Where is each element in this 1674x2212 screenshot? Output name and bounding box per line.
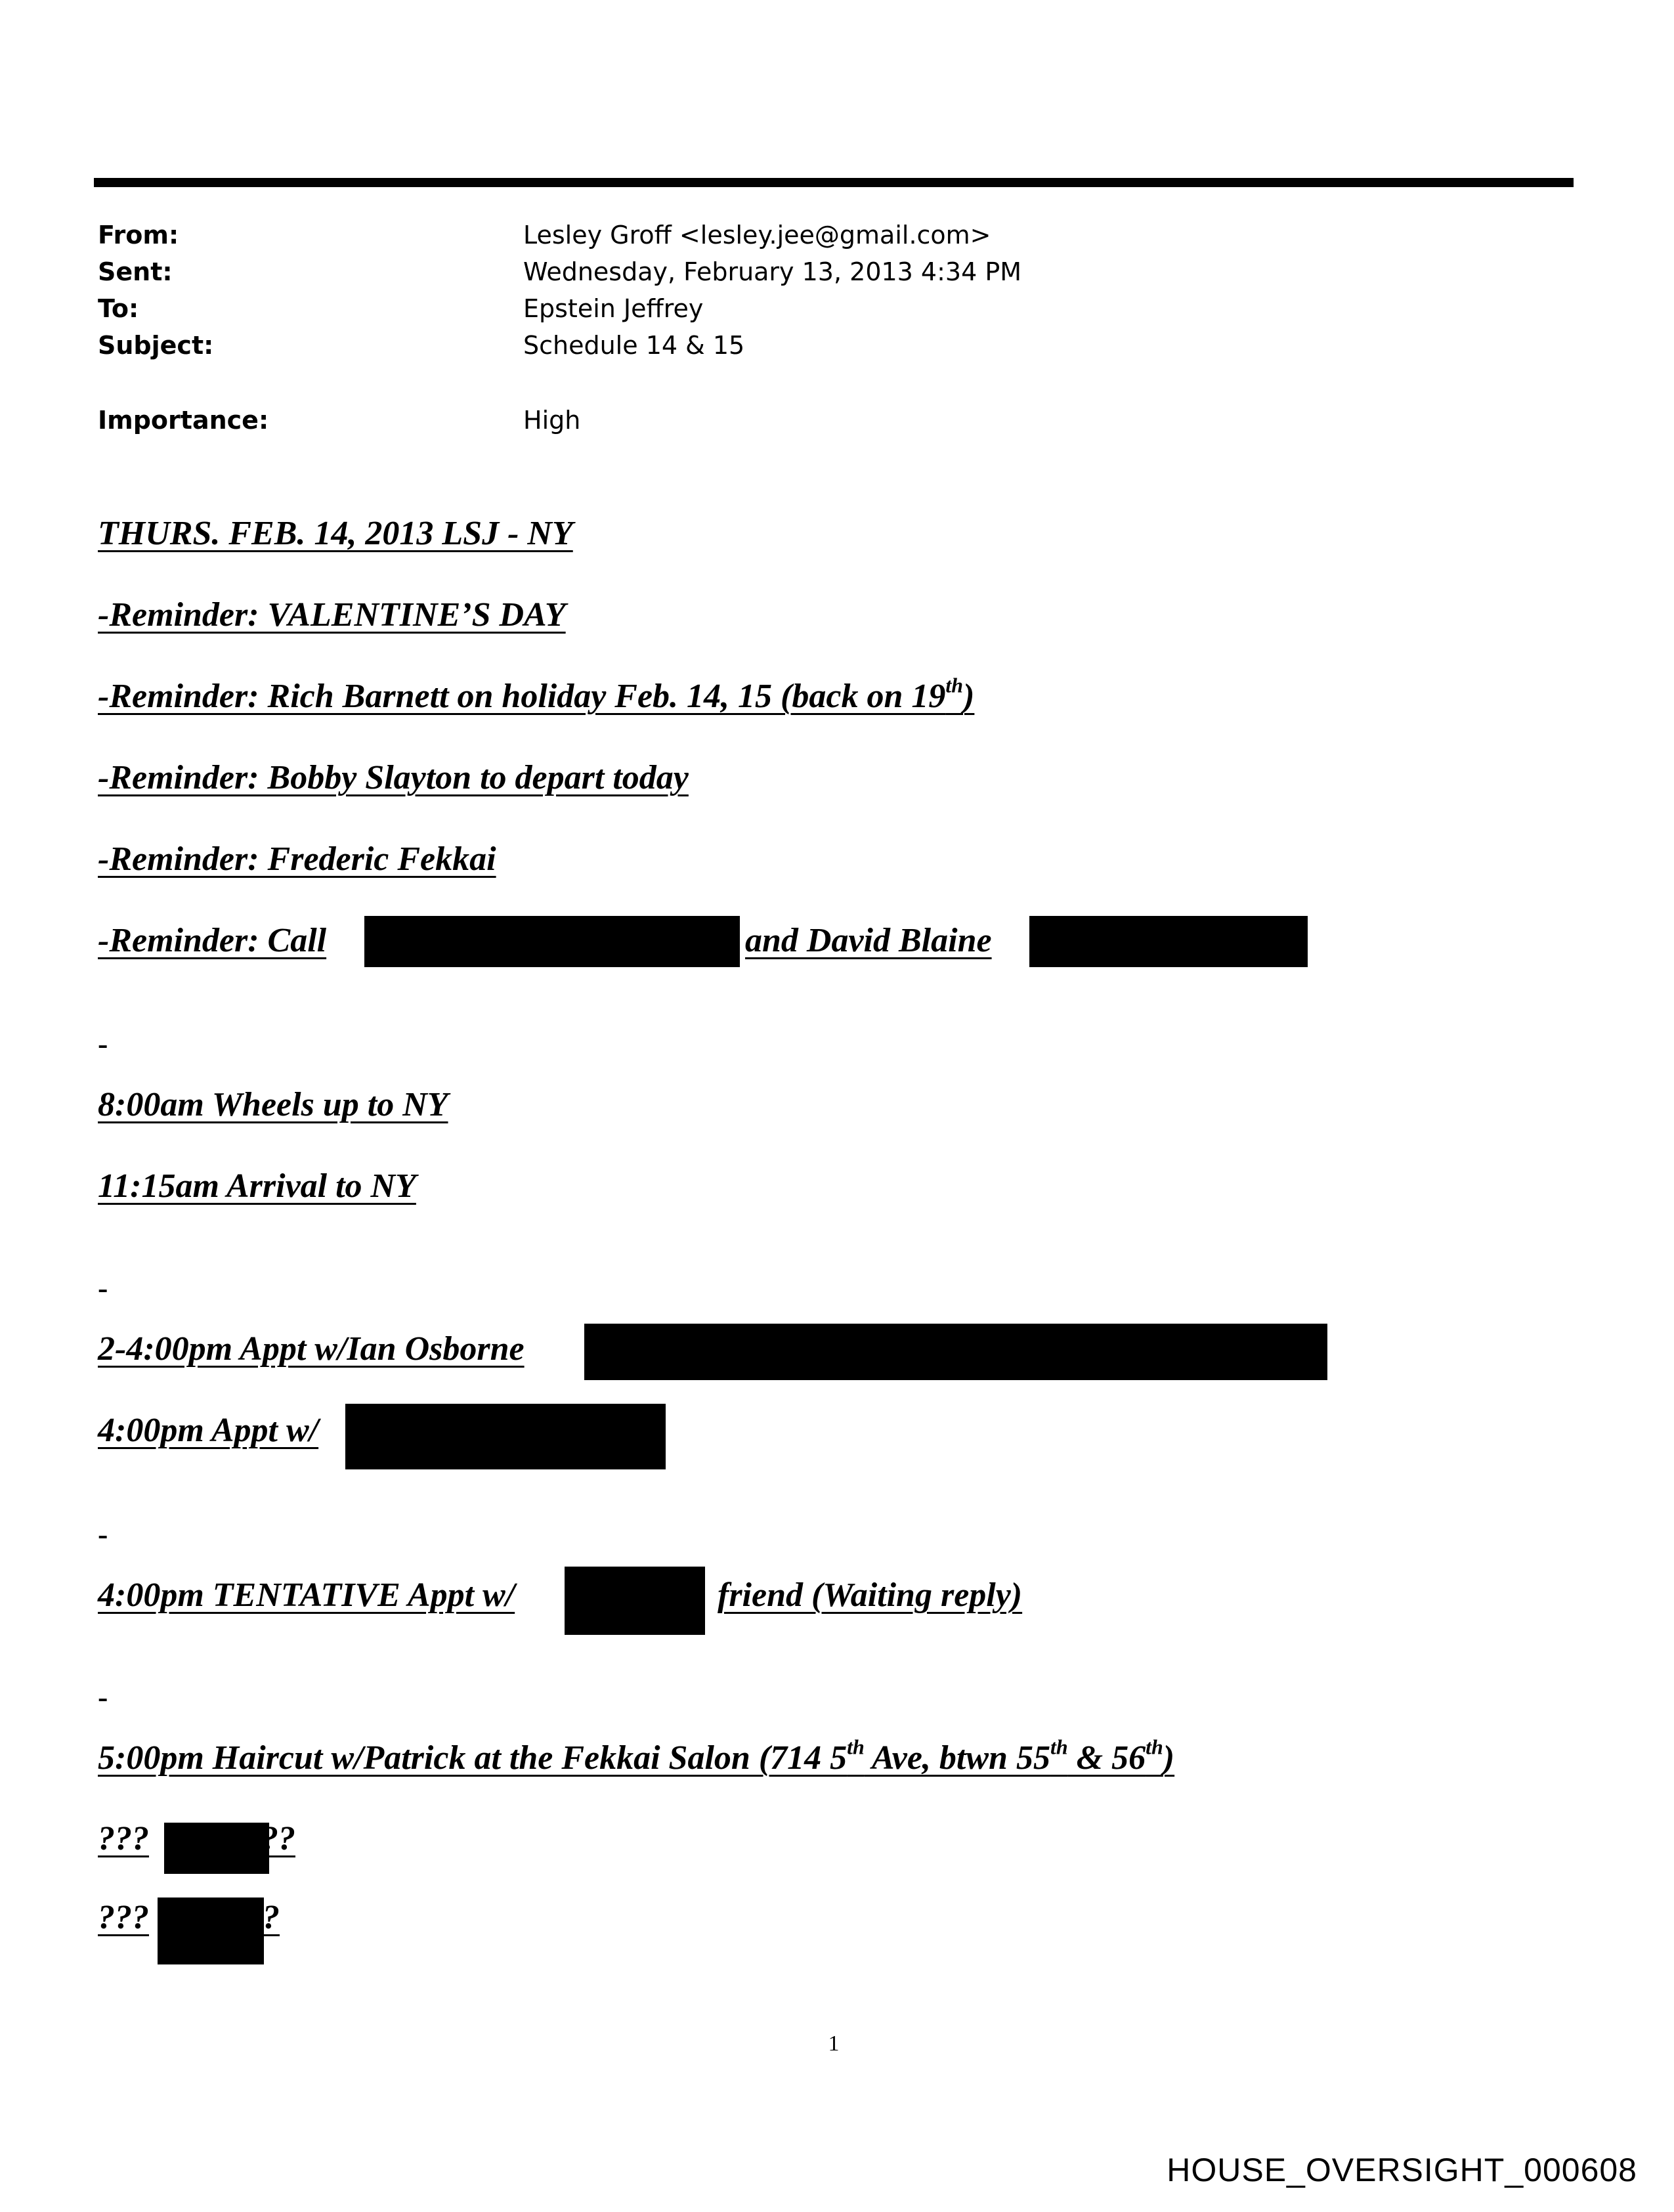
reminder-barnett: -Reminder: Rich Barnett on holiday Feb. 14, 15 (back on 19th) [98,673,975,715]
tentative-appt-part1: 4:00pm TENTATIVE Appt w/ [98,1576,515,1614]
redaction-block [364,916,740,967]
header-subject-row [98,327,1542,364]
reminder-call-part1: -Reminder: Call [98,922,327,959]
sent-value: Wednesday, February 13, 2013 4:34 PM [523,257,1022,286]
header-sent-row [98,253,1542,290]
subject-label: Subject: [98,331,214,360]
redaction-block [1029,916,1308,967]
redaction-block [164,1823,269,1874]
appt-4pm-line: 4:00pm Appt w/ [98,1412,319,1449]
redaction-block [158,1898,264,1964]
question-line-2-part2: ? [263,1899,280,1936]
arrival-line: 11:15am Arrival to NY [98,1167,416,1205]
from-label: From: [98,221,179,249]
from-value: Lesley Groff <lesley.jee@gmail.com> [523,221,991,249]
tentative-appt-part2: friend (Waiting reply) [718,1576,1023,1614]
schedule-title: THURS. FEB. 14, 2013 LSJ - NY [98,515,573,552]
header-from-row [98,217,1542,253]
separator-dash: - [98,1027,108,1060]
separator-dash: - [98,1680,108,1714]
haircut-line: 5:00pm Haircut w/Patrick at the Fekkai Salon (714 5th Ave, btwn 55th & 56th) [98,1735,1175,1777]
header-importance-row [98,402,1542,439]
reminder-fekkai: -Reminder: Frederic Fekkai [98,840,496,878]
question-line-1-part1: ??? [98,1820,149,1857]
redaction-block [584,1324,1327,1380]
reminder-slayton: -Reminder: Bobby Slayton to depart today [98,759,689,796]
question-line-2-part1: ??? [98,1899,149,1936]
subject-value: Schedule 14 & 15 [523,331,745,360]
sent-label: Sent: [98,257,173,286]
separator-dash: - [98,1271,108,1305]
redaction-block [345,1404,666,1469]
question-line-1-part2: ?? [261,1820,295,1857]
importance-label: Importance: [98,406,269,435]
appt-ian-line: 2-4:00pm Appt w/Ian Osborne [98,1330,525,1368]
redaction-block [565,1567,705,1635]
header-rule [94,178,1574,187]
reminder-valentines: -Reminder: VALENTINE’S DAY [98,596,566,634]
reminder-call-part2: and David Blaine [745,922,992,959]
bates-number: HOUSE_OVERSIGHT_000608 [1167,2152,1637,2188]
header-to-row [98,290,1542,327]
separator-dash: - [98,1517,108,1551]
to-label: To: [98,294,139,323]
importance-value: High [523,406,581,435]
page-number: 1 [828,2031,840,2056]
wheels-up-line: 8:00am Wheels up to NY [98,1086,448,1123]
to-value: Epstein Jeffrey [523,294,704,323]
